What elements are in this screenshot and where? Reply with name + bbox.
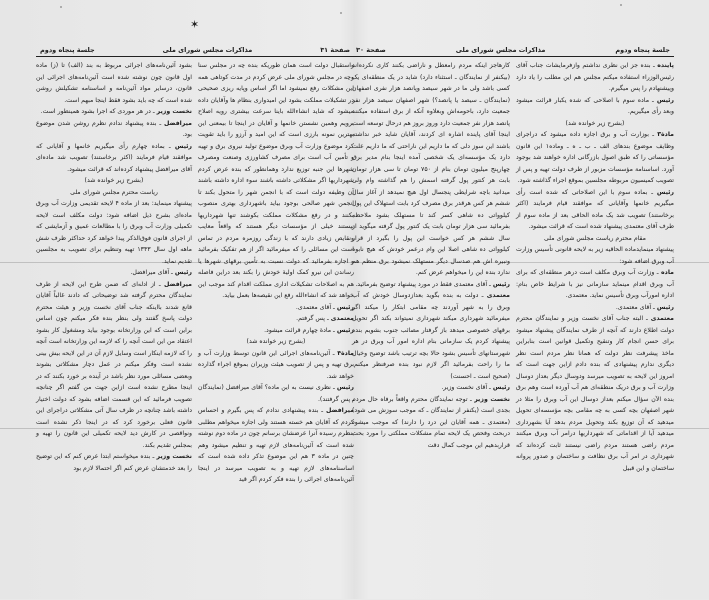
paragraph: [516, 302, 674, 314]
speaker-name: رئیس: [174, 142, 192, 150]
speaker-name: معتمدی: [330, 315, 354, 322]
speaker-name: نخست وزیر: [156, 108, 192, 115]
column-left: [352, 60, 510, 474]
speech-text: بشود آئین‌نامه‌های اجرائی مربوط به بند (الف) تا (ز) ماده اول قانون چون نوشته شده است آئین‌نامه‌های اجرائی این قانون، درسایر مواد آئین‌نامه و اساسنامه تشکیلش روشن شده است که چه باید بشود فقط اینجا مبهم است.: [36, 62, 192, 104]
speech-text: ـ پس گرفتم.: [296, 315, 331, 322]
paragraph: [36, 106, 192, 118]
centered-line: (بشرح زیر خوانده شد): [565, 119, 625, 127]
speech-text: ـ آقای نخست وزیر.: [441, 384, 493, 391]
speaker-name: معتمدی: [486, 292, 510, 299]
speech-text: ـ بنده میخواستم ابتدا عرض کنم که این توضیح را بعد خدمتشان عرض کنم اگر احتمالا لازم بود: [36, 453, 192, 472]
paragraph: [198, 405, 354, 486]
speech-text: ـ وزارت آب وبرق مکلف است درهر منطقه‌ای که برای آب وبرق اقدام مینماید سازمانی نیز با شرایط خاص بنام: اداره امورآب وبرق تأسیس نماید. معتمدی.: [516, 269, 674, 299]
speaker-name: میرافضل: [326, 407, 354, 414]
centered-line: ریاست محترم مجلس شورای ملی: [70, 188, 158, 196]
speaker-name: نخست وزیر: [156, 453, 192, 460]
page-number: صفحة ۳۱: [320, 46, 350, 54]
paragraph: [198, 382, 354, 405]
column-right: [198, 60, 354, 486]
speech-text: ـ بماده چهارم رأی میگیریم خانمها و آقایانی که موافقند قیام فرمایند (اکثر برخاستند) تصویب شد ماده‌ای آقای میرافضل پیشنهاد کرده‌اند که قرائت میشود.: [36, 142, 192, 173]
speech-text: ـ بنده پیشنهادی ندادم که پس بگیرم و احساس کردم که آقایان هم خسته هستند ولی اجازه میخواهم مطلبی بنظرم رسیده آنرا عرضشان برسانم چون در ماده دوم نوشته شده است که آئین‌نامه‌های لازم تهیه و تنظیم میشود وهم چنین در ماده ۳ هم این موضوع تذکر داده شده است که اساسنامه‌های لازم تهیه و به تصویب میرسد در اینجا آئین‌نامه‌های اجرائی را بنده فکر کردم اگر قید: [198, 407, 354, 483]
speaker-name: رئیس: [492, 384, 510, 391]
speech-text: ـ توجه نمایندگان محترم واقعاً برفاه حال مردم بجدی است (یکنفر از نمایندگان ـ که موجب سوزش می شود) (معتمدی ـ همه آقایان این درد را دارند) که موجب میشود دربحث وفحص یک لایحه تمام مشکلات مملکتی را مورد بحث قراربدهیم این موجب کمال دقت: [352, 395, 510, 449]
page-30: [352, 40, 674, 600]
paragraph: [36, 279, 192, 452]
speaker-name: رئیس: [656, 303, 674, 311]
centered-line: مقام محترم ریاست مجلس شورای ملی: [544, 234, 646, 242]
speech-text: ـ بوزارت آب و برق اجازه داده میشود که دراجرای وظایف موضوع بندهای الف ـ ب ـ ه ـ وماده۱ این قانون مؤسساتی را که طبق اصول بازرگانی اداره خواهند شد بوجود آورد. اساسنامة مؤسسات مزبور از طرف دولت تهیه و پس از تصویب کمیسیون مربوطه مجلسین بموقع اجراء گذاشته شود.: [516, 131, 674, 184]
speaker-name: رئیس: [336, 303, 354, 311]
speech-text: ـ بماده سوم با این اصلاحاتی که شده است رأی میگیریم خانمها وآقایانی که موافقند قیام فرمایند (اکثر برخاستند) تصویب شد یک ماده الحاقی بعد از ماده سوم از طرف آقای معتمدی پیشنهاد شده است که قرائت میشود.: [516, 188, 674, 230]
speaker-name: ماده: [661, 269, 674, 276]
speech-text: ـ ماده سوم با اصلاحی که شده یکبار قرائت میشود وبعد رأی میگیریم.: [516, 96, 674, 115]
centered-line: (بشرح زیر خوانده شد): [84, 177, 144, 184]
running-title: مذاکرات مجلس شورای ملی: [162, 46, 253, 54]
scan-speck: [620, 4, 622, 6]
paragraph: [198, 348, 354, 383]
page-header: [36, 40, 354, 57]
speaker-name: مادة۴: [337, 349, 354, 357]
speaker-name: مادة۳: [657, 131, 674, 138]
running-title: مذاکرات مجلس شورای ملی: [455, 46, 546, 54]
session-title: جلسة پنجاه ودوم: [615, 46, 670, 54]
session-title: جلسة پنجاه ودوم: [40, 46, 95, 54]
speaker-name: میرافضل: [164, 280, 192, 288]
speech-text: پیشنهاد مینمایدماده الحاقیه زیر به لایحه قانونی تأسیس وزارت آب وبرق اضافه شود:: [516, 246, 674, 265]
paragraph: [352, 60, 510, 279]
speech-text: ـ آقای معتمدی فقط در مورد پیشنهاد توضیح بفرمائید.: [355, 280, 493, 288]
speech-text: ـ نظری نیست به این ماده؟ آقای میرافضل (نمایندگان ـ پس گرفتند).: [198, 384, 354, 403]
speech-text: کارهاجز اینکه مردم رامعطل و ناراضی بکنند کاری نکرده‌اند (بیکنفر از نمایندگان ـ استثناء دارد) شاید در یک منطقه‌ای یک کسی باشد ولی ما در شهر سیصد وپانصد هزار نفری اصفهان (نمایندگان ـ سیصد یا پانصد؟) شهر اصفهان سیصد هزار نفر جمعیت دارد، باحومه‌اش وبعلاوه آنکه از برق استفاده میکنند پانصد هزار نفر جمعیت دارد وروز بروز هم درحال توسعه است اینجا آقای پاینده اشاره ای کردند، آقایان شاید خبر نداشته باشند این سوز دلی که ما داریم این ناراحتی که ما داریم علت دارد یک مؤسسه‌ای یک شخصی آمده اینجا بنام مدیر برق چهارپنج میلیون تومان بنام از ۷۵۰ تومان تا سی هزار تومان بابت هر کنتور پول گرفته اسمش را هم گذاشته وام ولی میدانید باچه شرایطی پنجسال اول هیچ نمیدهد از آغاز سال ششم هر کس هرقدر برق مصرف کرد بابت استهلاک این پول کیلوواتی ده شاهی کسر کند تا مستهلک بشود ملاحظه بفرمائید سی هزار تومان بابت یک کنتور پول گرفته میگوید از سال ششم هر کس خواست این پول را بگیرد از قرار کیلوواتی ده شاهی اصلا این وام درعمر خودش که هیچ نابوه ونبیره اش هم صدسال دیگر مستهلک نمیشود برق منظم هم ندارد بنده این را میخواهم عرض کنم.: [352, 62, 510, 276]
paragraph: [516, 95, 674, 118]
speech-text: پیشنهاد مینماید: بعد از ماده ۴ لایحه تقدیمی وزارت آب وبرق ماده‌ای بشرح ذیل اضافه شود: دولت مکلف است لایحه تکمیلی وزارت آب وبرق را با مطالعات عمیق و آزمایشی که از اجرای قانون فوق‌الذکر پیدا خواهد کرد حداکثر ظرف شش ماهه اول سال ۱۳۴۳ تهیه وتنظیم برای تصویب به مجلسین تقدیم نماید.: [36, 200, 192, 265]
column-right: [516, 60, 674, 474]
speech-text: ـ آئین‌نامه‌های اجرائی این قانون توسط وزارت آب و برق تهیه و پس از تصویب هیئت وزیران بموقع اجراء گذارده خواهد شد.: [198, 349, 354, 380]
paragraph: [516, 129, 674, 187]
speech-text: ـ از ادله‌ای که ضمن طرح این لایحه از طرف نمایندگان محترم گرفته شد توضیحاتی که دادند غالباً آقایان قانع شدند بااینکه جناب آقای نخست وزیر و هیئت محترم دولت پاسخ گفتند ولی بنظر بنده فکر میکنم چون اساس براین است که این وزارتخانه بوجود بیاید ومشغول کار بشود اعتقاد من این است آنچه را که لازمه این وزارتخانه است آنچه را که لازمه اینکار است وسایل لازم آن در این لایحه بیش بینی نشده است وفکر میکنم در عمل دچار مشکلاتی بشوند وبعضی مسائلی مورد نظر باشد در آینده بر خورد بکنند که در اینجا مطرح نشده است ازاین جهت من گفتم اگر چنانچه تصویب فرمائید که این قسمت اضافه بشود که دولت اختیار داشته باشد چنانچه در ظرف سال آتی مشکلاتی دراجرای این قانون فعلی برخورد کرد که در اینجا ذکر نشده است ونواقصی در کارش دید لایحه تکمیلی این قانون را تهیه و بمجلس تقدیم بکند.: [36, 280, 192, 449]
scan-speck: [60, 6, 62, 8]
paragraph: [36, 267, 192, 279]
paragraph: [36, 118, 192, 141]
column-left: [36, 60, 192, 486]
speaker-name: پاینده: [657, 62, 674, 69]
paragraph: [352, 279, 510, 291]
speech-text: ـ بنده پیشنهاد ندادم نظرم روشن شدن موضوع بود.: [36, 119, 192, 138]
paragraph: [198, 313, 354, 325]
page-number: صفحة ۳۰: [356, 46, 386, 54]
paragraph: [198, 302, 354, 314]
speaker-name: رئیس: [492, 280, 510, 288]
paragraph: [36, 451, 192, 474]
paragraph: [198, 325, 354, 337]
page-31: [36, 40, 354, 600]
paragraph: [198, 60, 354, 302]
paragraph: [36, 60, 192, 106]
speech-text: ـ آقای معتمدی.: [615, 303, 657, 311]
paragraph: [36, 198, 192, 267]
decorative-mark-icon: ✶: [190, 18, 200, 31]
speech-text: ـ آقای معتمدی.: [295, 303, 337, 311]
centered-line: (بشرح زیر خوانده شد): [246, 338, 306, 345]
paragraph: [516, 60, 674, 95]
speech-text: ـ مادة چهارم قرائت میشود.: [264, 326, 337, 334]
speech-text: واستقبال دولت است همان طوریکه بنده چه در مجلس سنا وچه در مجلس شورای ملی عرض کردم در مدت کوتاهی همه این مشکلات رفع نمیشود اما اگر اساس وپایه ریزی صحیحی در تشکیلات مملکت بشود این امیدواری بنظام ها وآقایان داده میشود که شاید انشاءالله باینا سرعت بیشتری رویه اصلاح برویم وهمین نشستن خانمها و آقایان در اینجا تا بیمعنی این بهترین نمونه بارزی است که این امید و آرزو را باید تقویت کرد موضوع وزارت آب وبرق موضوع تولید نیروی برق و تهیه و تأمین آب است برای مصرف کشاورزی وصنعت ومصرف شهرها این جنبه توزیع ندارد وهمانطور که بنده عرض کردم شهرداریها اگر مشکلاتی داشته باشند سوء اداره داشته باشند آن وظیفه دولت است که با انجمن شهر را متحول بکند تا انجمن شهر صالحی بوجود بیاید باشهرداری بهتری منصوب بکنند و در رفع مشکلات مملکت بکوشند تنها شهرداریها نیستند خیلی از مؤسسات دیگر هستند که واقعاً معایب ونقایص زیادی دارند که با زندگی روزمره مردم در تماس است این مسائلی را که میفرمائید اگر از هم تفکیک بفرمائید و اجازه بفرمائید که دولت نسبت به تأمین برقهای شهرها یا رساندن این نیرو کمک اولیهٔ خودش را بکند بعد دراین فاصله هم به اصلاحات تشکیلات اداری مملکت اقدام کند موجب این خواهد شد که انشاءالله رفع این نقیصه‌ها بعمل بیاید.: [198, 62, 354, 299]
scan-speck: [340, 12, 342, 14]
paragraph: [516, 187, 674, 233]
speaker-name: رئیس: [336, 326, 354, 334]
paragraph: [516, 244, 674, 267]
paragraph: [516, 313, 674, 474]
speaker-name: رئیس: [174, 269, 192, 276]
speech-text: ـ بنده جز این نظری نداشتم وازفرمایشات جناب آقای رئیس‌الوزراء استفاده میکنم مجلس هم این مطلب را یاد دارد وپیشنهادم را پس میگیرم.: [516, 62, 674, 92]
speaker-name: معتمدی: [650, 315, 674, 322]
paragraph: [352, 382, 510, 394]
speaker-name: نخست وزیر: [474, 395, 511, 403]
speaker-name: میرافضل: [164, 119, 192, 127]
speech-text: ـ آقای میرافضل.: [130, 269, 175, 276]
page-header: [352, 40, 674, 57]
speaker-name: رئیس: [656, 96, 674, 104]
speech-text: ـ دولت به بنده بگوید بعدازدوسال خودش که آب وبرق را به شهر آوردند چه مقامی ابتکار را میکند اگر میفرمائید شهرداری میکند شهرداری نمیتواند بکند اگر تحویل برقهای خصوصی میدهد باز گرفتار مصائب جنوب بشویم بنده پیشنهاد کردم یک سازمانی بنام اداره امور آب وبرق در هر شهرستانهای تأسیس بشود حالا بچه ترتیب باشد توضیح وخیال ما را راحت بفرمائید اگر لازم نبود بنده صرفنظر میکنم. (صحیح است ـ احسنت): [352, 292, 510, 380]
speech-text: ـ البته جناب آقای نخست وزیر و نمایندگان محترم دولت اطلاع دارند که آنچه از طرف نمایندگان پیشنهاد میشود برای حسن انجام کار وتنقیح وتکمیل قوانین است بنابراین ماخذ پیشرفت نظر دولت که همانا نظر مردم است نظر دیگری ندارم پیشنهادی که بنده دادم ازاین جهت است که امروز این لایحه به تصویب میرسد ودوسال دیگر بعداز دوسال وزارت آب و برق دریک منطقه‌ای هم آب آورده است وهم برق بنده الآن سؤال میکنم بعداز دوسال این آب وبرق را مثلا در شهر اصفهان بچه کسی به چه مقامی بچه مؤسسه‌ای تحویل میدهید که آن توزیع بکند وتحویل مردم بدهد آیا بشهرداری میدهید آیا از اقداماتی که شهرداریها درامر آب وبرق میکنند مردم راضی هستند مردم راضی نیستند ثابت کرده‌اند که شهرداری در امر آب برق نظافت و ساختمان و صدور پروانه ساختمان و این قبیل: [516, 315, 674, 472]
paragraph: [352, 290, 510, 382]
speaker-name: رئیس: [656, 188, 674, 196]
paragraph: [36, 141, 192, 176]
speech-text: ـ در هر موردی که اجرا بشود همینطور است.: [40, 108, 157, 115]
paragraph: [516, 267, 674, 302]
paragraph: [352, 394, 510, 452]
speaker-name: رئیس: [336, 384, 354, 391]
